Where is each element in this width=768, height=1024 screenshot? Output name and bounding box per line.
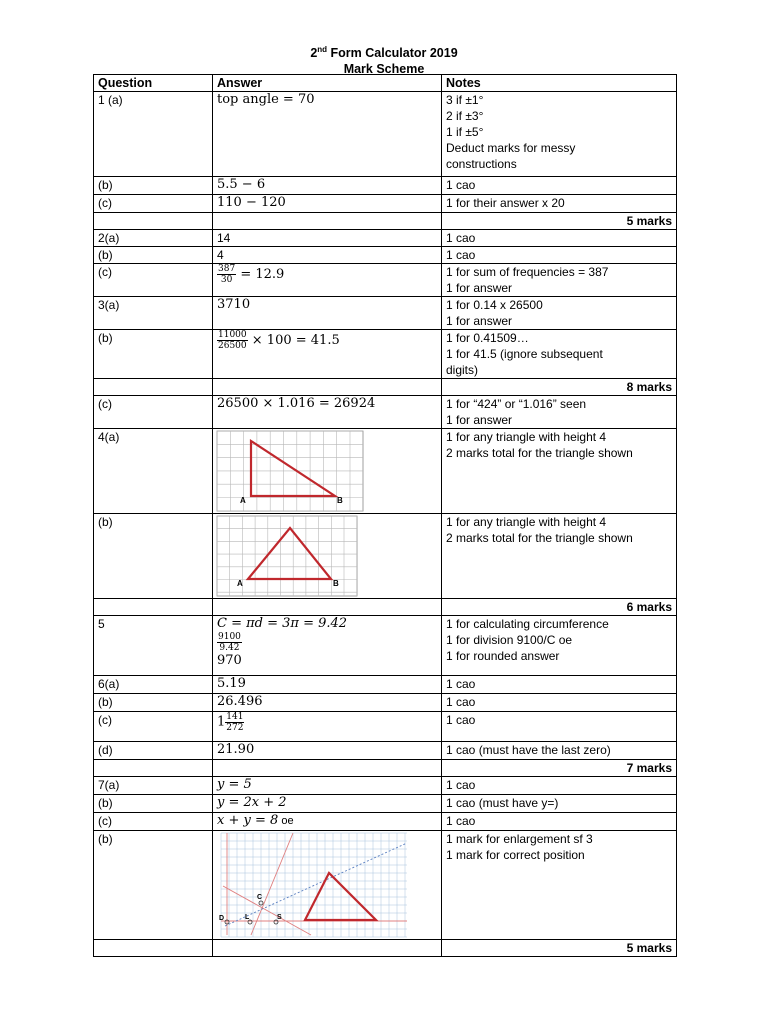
notes-cell: 1 cao: [442, 694, 677, 712]
fraction: $\frac{141}{272}$: [226, 712, 244, 733]
table-row: [94, 264, 677, 297]
question-cell: (b): [94, 694, 213, 712]
page-header: [0, 42, 768, 77]
question-cell: (b): [94, 247, 213, 264]
table-row: [94, 230, 677, 247]
notes-cell: 1 cao: [442, 230, 677, 247]
marks-total: 6 marks: [442, 599, 677, 616]
answer-cell: [213, 514, 442, 599]
table-row: [94, 742, 677, 760]
question-cell: 4(a): [94, 429, 213, 514]
notes-cell: 1 for calculating circumference 1 for division 9100/C oe 1 for rounded answer: [442, 616, 677, 676]
notes-cell: 1 for any triangle with height 4 2 marks total for the triangle shown: [442, 429, 677, 514]
table-row: [94, 694, 677, 712]
answer-cell: 26500 × 1.016 = 26924: [213, 396, 442, 429]
marks-total: 5 marks: [442, 213, 677, 230]
marks-total: 7 marks: [442, 760, 677, 777]
notes-cell: 1 cao (must have the last zero): [442, 742, 677, 760]
question-cell: (c): [94, 264, 213, 297]
marks-row: [94, 213, 677, 230]
answer-cell: y = 2x + 2: [213, 795, 442, 813]
table-row: [94, 777, 677, 795]
point-label-d: D: [219, 915, 225, 922]
answer-cell: 3710: [213, 297, 442, 330]
header-question: Question: [94, 75, 213, 92]
answer-cell: 5.19: [213, 676, 442, 694]
notes-cell: 1 for 0.41509… 1 for 41.5 (ignore subsequent digits): [442, 330, 677, 379]
table-row: [94, 616, 677, 676]
notes-cell: 1 cao: [442, 177, 677, 195]
table-row: [94, 92, 677, 177]
point-label-b: B: [337, 496, 343, 505]
question-cell: (c): [94, 195, 213, 213]
answer-cell: $\frac{387}{30}$ = 12.9: [213, 264, 442, 297]
notes-cell: 1 for 0.14 x 26500 1 for answer: [442, 297, 677, 330]
document-title: 2nd Form Calculator 2019: [310, 45, 458, 61]
marks-row: [94, 760, 677, 777]
table-row: [94, 514, 677, 599]
fraction: $\frac{387}{30}$: [218, 264, 236, 285]
mark-scheme-table: [93, 74, 677, 957]
question-cell: (c): [94, 396, 213, 429]
question-cell: 5: [94, 616, 213, 676]
notes-cell: 1 for their answer x 20: [442, 195, 677, 213]
fraction: $\frac{11000}{26500}$: [218, 330, 247, 351]
enlargement-graph: [213, 831, 442, 939]
marks-total: 5 marks: [442, 940, 677, 957]
point-label-b: B: [333, 579, 339, 588]
point-label-l: L: [245, 914, 250, 921]
notes-cell: 1 cao: [442, 813, 677, 831]
question-cell: 7(a): [94, 777, 213, 795]
answer-cell: [213, 831, 442, 940]
header-answer: Answer: [213, 75, 442, 92]
table-row: [94, 396, 677, 429]
notes-cell: 3 if ±1° 2 if ±3° 1 if ±5° Deduct marks for messy constructions: [442, 92, 677, 177]
answer-cell: x + y = 8 oe: [213, 813, 442, 831]
point-label-c: C: [257, 894, 263, 901]
table-header-row: [94, 75, 677, 92]
question-cell: 1 (a): [94, 92, 213, 177]
answer-cell: C = πd = 3π = 9.42 $\frac{9100}{9.42}$ 970: [213, 616, 442, 676]
question-cell: (c): [94, 813, 213, 831]
notes-cell: 1 for any triangle with height 4 2 marks total for the triangle shown: [442, 514, 677, 599]
question-cell: (b): [94, 831, 213, 940]
question-cell: (b): [94, 795, 213, 813]
marks-total: 8 marks: [442, 379, 677, 396]
answer-cell: 21.90: [213, 742, 442, 760]
question-cell: (b): [94, 330, 213, 379]
question-cell: 3(a): [94, 297, 213, 330]
notes-cell: 1 cao: [442, 712, 677, 742]
marks-row: [94, 379, 677, 396]
notes-cell: 1 cao (must have y=): [442, 795, 677, 813]
answer-cell: 5.5 − 6: [213, 177, 442, 195]
marks-row: [94, 940, 677, 957]
table-row: [94, 177, 677, 195]
question-cell: (b): [94, 177, 213, 195]
answer-cell: 4: [213, 247, 442, 264]
answer-cell: 14: [213, 230, 442, 247]
answer-cell: 110 − 120: [213, 195, 442, 213]
question-cell: (c): [94, 712, 213, 742]
answer-cell: y = 5: [213, 777, 442, 795]
header-notes: Notes: [442, 75, 677, 92]
notes-cell: 1 mark for enlargement sf 3 1 mark for correct position: [442, 831, 677, 940]
table-row: [94, 795, 677, 813]
answer-cell: 1 $\frac{141}{272}$: [213, 712, 442, 742]
triangle-grid-b: [213, 514, 442, 598]
table-row: [94, 195, 677, 213]
notes-cell: 1 cao: [442, 777, 677, 795]
document-subtitle: Mark Scheme: [343, 62, 425, 77]
question-cell: 6(a): [94, 676, 213, 694]
point-label-a: A: [237, 579, 243, 588]
point-label-s: S: [277, 914, 282, 921]
question-cell: 2(a): [94, 230, 213, 247]
notes-cell: 1 for “424” or “1.016” seen 1 for answer: [442, 396, 677, 429]
fraction: $\frac{9100}{9.42}$: [218, 632, 241, 653]
table-row: [94, 429, 677, 514]
question-cell: (b): [94, 514, 213, 599]
marks-row: [94, 599, 677, 616]
table-row: [94, 813, 677, 831]
table-row: [94, 712, 677, 742]
table-row: [94, 831, 677, 940]
answer-cell: [213, 429, 442, 514]
table-row: [94, 330, 677, 379]
notes-cell: 1 for sum of frequencies = 387 1 for answer: [442, 264, 677, 297]
point-label-a: A: [240, 496, 246, 505]
table-row: [94, 676, 677, 694]
answer-cell: top angle = 70: [213, 92, 442, 177]
notes-cell: 1 cao: [442, 247, 677, 264]
answer-cell: 26.496: [213, 694, 442, 712]
triangle-grid-a: [213, 429, 442, 513]
table-row: [94, 247, 677, 264]
notes-cell: 1 cao: [442, 676, 677, 694]
table-row: [94, 297, 677, 330]
answer-cell: $\frac{11000}{26500}$ × 100 = 41.5: [213, 330, 442, 379]
question-cell: (d): [94, 742, 213, 760]
